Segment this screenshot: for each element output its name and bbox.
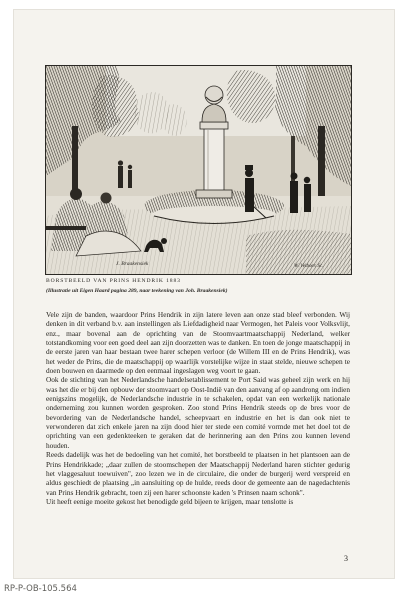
object-reference-code: RP-P-OB-105.564	[4, 584, 77, 594]
caption-source: (Illustratie uit Eigen Haard pagina 289, naar teekening van Joh. Braakensiek)	[46, 288, 228, 294]
body-paragraph: Ook de stichting van het Nederlandsche handelsetablissement te Port Said was geheel zijn werk en hij was het die er bij den opbouw der stoomvaart op Oost-Indië van den aanvang af op aandrong om indien eenigszins mogelijk, de Nederlandsche industrie in te schakelen, opdat van een werkelijk nationale onderneming zou kunnen worden gesproken. Zoo stond Prins Hendrik steeds op de bres voor de bevordering van de Nederlandsche handel, scheepvaart en industrie en het is dan ook niet te verwonderen dat zich enkele jaren na zijn dood hier ter stede een comité vormde met het doel tot de oprichting van een gedenkteeken te geraken dat de herinnering aan den Prins zou kunnen levend houden.	[46, 375, 350, 450]
body-paragraph: Uit heeft eenige moeite gekost het benodigde geld bijeen te krijgen, maar tenslotte is	[46, 496, 294, 506]
article-body	[46, 310, 350, 506]
body-paragraph: Vele zijn de banden, waardoor Prins Hendrik in zijn latere leven aan onze stad bleef verbonden. Wij denken in dit verband b.v. aan instellingen als Liefdadigheid naar Vermogen, het Paleis voor Volksvlijt, enz., maar bovenal aan de oprichting van de Stoomvaartmaatschappij Nederland, welker totstandkoming voor een goed deel aan zijn doorzetten was te danken. En toen de jonge maatschappij in de eerste jaren van haar bestaan twee harer schepen verloor (de Willem III en de Prins Hendrik), was het weder de Prins, die de maatschappij op waarlijk vorstelijke wijze in staat stelde, nieuwe schepen te doen bouwen en daarmede op den eenmaal ingeslagen weg voort te gaan.	[46, 310, 350, 376]
body-paragraph: Reeds dadelijk was het de bedoeling van het comité, het borstbeeld te plaatsen in het plantsoen aan de Prins Hendrikkade; „daar zullen de stoomschepen der Maatschappij Nederland haren stichter gedurig het vlaggesaluut toewuiven", zoo lezen we in de circulaire, die onder de burgerij werd verspreid en aldus geschiedt de plaatsing „in aansluiting op de hulde, reeds door de gemeente aan de nagedachtenis van Prins Hendrik gebracht, toen zij een harer schoonste kaden 's Prinsen naam schonk".	[46, 450, 350, 497]
engraving-illustration	[45, 65, 352, 275]
document-page	[14, 10, 394, 578]
engraving-signature-right: W. Veiboer. Sc.	[294, 264, 324, 269]
engraving-signature-left: J. Braakensiek	[116, 261, 149, 267]
park-monument-scene	[46, 66, 351, 274]
page-number: 3	[344, 554, 348, 563]
caption-title: BORSTBEELD VAN PRINS HENDRIK 1883	[46, 278, 181, 284]
